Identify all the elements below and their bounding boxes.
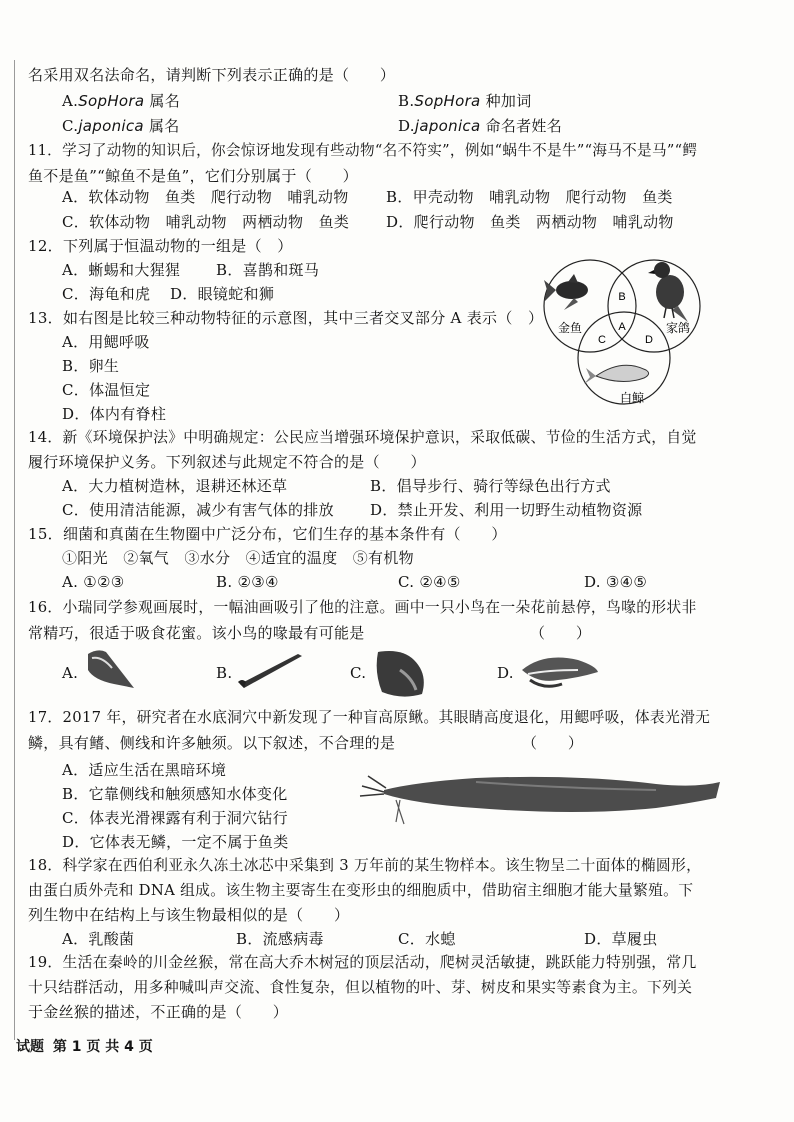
q18-option-b: B．流感病毒 <box>236 930 324 948</box>
q18-stem-line1: 18．科学家在西伯利亚永久冻土冰芯中采集到 3 万年前的某生物样本。该生物呈二十面体的椭圆形， <box>28 857 702 874</box>
q16-option-d-label: D. <box>497 664 514 682</box>
q17-stem-line2: 鳞，具有鳍、侧线和许多触须。以下叙述，不合理的是 <box>28 734 396 752</box>
q16-stem-line1: 16．小瑞同学参观画展时，一幅油画吸引了他的注意。画中一只小鸟在一朵花前悬停，鸟喙的形状非 <box>28 599 697 616</box>
page-footer <box>16 1040 157 1054</box>
q11-stem-line1: 11．学习了动物的知识后，你会惊讶地发现有些动物“名不符实”，例如“蜗牛不是牛”“海马不是马”“鳄 <box>28 142 698 159</box>
venn-region-d: D <box>645 334 653 346</box>
footer-exam-label: 试题 <box>16 1039 44 1055</box>
q18-stem-line2: 由蛋白质外壳和 DNA 组成。该生物主要寄生在变形虫的细胞质中，借助宿主细胞才能大量繁殖。下 <box>28 882 694 899</box>
venn-label-beluga: 白鲸 <box>620 391 645 405</box>
q16-answer-paren: （ ） <box>530 624 592 642</box>
beak-c-icon <box>372 648 432 702</box>
q19-stem-line3: 于金丝猴的描述，不正确的是（ ） <box>28 1003 289 1021</box>
q18-option-a: A．乳酸菌 <box>62 930 135 948</box>
q12-option-c: C．海龟和虎 <box>62 285 151 303</box>
q18-option-c: C．水螅 <box>398 930 456 948</box>
q14-option-c: C．使用清洁能源，减少有害气体的排放 <box>62 501 334 519</box>
q18-option-d: D．草履虫 <box>584 930 658 948</box>
venn-region-c: C <box>598 334 606 346</box>
q11-stem-line2: 鱼不是鱼”“鲸鱼不是鱼”，它们分别属于（ ） <box>28 167 358 185</box>
q14-stem-line1: 14．新《环境保护法》中明确规定：公民应当增强环境保护意识，采取低碳、节俭的生活方式，自觉 <box>28 429 697 446</box>
q13-option-c: C．体温恒定 <box>62 381 151 399</box>
binding-margin-line <box>14 60 15 1040</box>
q14-option-a: A．大力植树造林，退耕还林还草 <box>62 477 288 495</box>
q11-option-b: B．甲壳动物 哺乳动物 爬行动物 鱼类 <box>386 188 673 206</box>
q15-option-a: A. ①②③ <box>62 573 125 591</box>
q15-option-d: D. ③④⑤ <box>584 573 648 591</box>
footer-page-number: 第 1 页 共 4 页 <box>52 1039 153 1055</box>
beak-b-icon <box>236 650 304 690</box>
q12-option-d: D．眼镜蛇和狮 <box>170 285 275 303</box>
q19-stem-line2: 十只结群活动，用多种喊叫声交流、食性复杂，但以植物的叶、芽、树皮和果实等素食为主。下列关 <box>28 979 693 996</box>
q13-option-a: A．用鳃呼吸 <box>62 333 150 351</box>
q17-option-b: B．它靠侧线和触须感知水体变化 <box>62 785 288 803</box>
q14-option-d: D．禁止开发、利用一切野生动植物资源 <box>370 501 643 519</box>
q14-option-b: B．倡导步行、骑行等绿色出行方式 <box>370 477 611 495</box>
q19-stem-line1: 19．生活在秦岭的川金丝猴，常在高大乔木树冠的顶层活动，爬树灵活敏捷，跳跃能力特别强，常几 <box>28 954 697 971</box>
q10-option-b: B.SopHora 种加词 <box>398 92 532 110</box>
q12-option-a: A．蜥蜴和大猩猩 <box>62 261 181 279</box>
q13-stem: 13．如右图是比较三种动物特征的示意图，其中三者交叉部分 A 表示（ ） <box>28 309 544 327</box>
q17-option-c: C．体表光滑裸露有利于洞穴钻行 <box>62 809 288 827</box>
venn-region-b: B <box>618 291 626 303</box>
q15-stem: 15．细菌和真菌在生物圈中广泛分布，它们生存的基本条件有（ ） <box>28 525 507 543</box>
beak-a-icon <box>84 646 138 694</box>
q18-stem-line3: 列生物中在结构上与该生物最相似的是（ ） <box>28 906 350 924</box>
q13-option-d: D．体内有脊柱 <box>62 405 167 423</box>
q16-option-a-label: A. <box>62 664 79 682</box>
q13-option-b: B．卵生 <box>62 357 120 375</box>
q11-option-a: A．软体动物 鱼类 爬行动物 哺乳动物 <box>62 188 349 206</box>
q16-stem-line2: 常精巧，很适于吸食花蜜。该小鸟的喙最有可能是 <box>28 624 365 642</box>
q10-option-d: D.japonica 命名者姓名 <box>398 117 563 135</box>
q11-option-c: C．软体动物 哺乳动物 两栖动物 鱼类 <box>62 213 350 231</box>
q10-option-a: A.SopHora 属名 <box>62 92 181 110</box>
q15-option-b: B. ②③④ <box>216 573 279 591</box>
venn-label-goldfish: 金鱼 <box>558 321 583 335</box>
q10-option-c: C.japonica 属名 <box>62 117 180 135</box>
beak-d-icon <box>518 650 600 698</box>
q14-stem-line2: 履行环境保护义务。下列叙述与此规定不符合的是（ ） <box>28 453 426 471</box>
q11-option-d: D．爬行动物 鱼类 两栖动物 哺乳动物 <box>386 213 674 231</box>
venn-diagram <box>538 246 708 411</box>
q17-stem-line1: 17．2017 年，研究者在水底洞穴中新发现了一种盲高原鳅。其眼睛高度退化，用鳃呼吸，体表光滑无 <box>28 709 711 726</box>
goldfish-icon <box>544 274 588 310</box>
q17-option-a: A．适应生活在黑暗环境 <box>62 761 227 779</box>
q10-stem-tail: 名采用双名法命名，请判断下列表示正确的是（ ） <box>28 66 396 84</box>
beluga-icon <box>584 365 649 384</box>
venn-region-a: A <box>618 321 626 333</box>
q16-option-b-label: B. <box>216 664 233 682</box>
q17-answer-paren: （ ） <box>522 734 584 752</box>
q16-option-c-label: C. <box>350 664 367 682</box>
q15-option-c: C. ②④⑤ <box>398 573 461 591</box>
q12-option-b: B．喜鹊和斑马 <box>216 261 320 279</box>
venn-circle-goldfish <box>544 260 636 352</box>
q12-stem: 12．下列属于恒温动物的一组是（ ） <box>28 237 293 255</box>
pigeon-icon <box>648 262 688 322</box>
q17-option-d: D．它体表无鳞，一定不属于鱼类 <box>62 833 289 851</box>
cave-loach-fish-icon <box>356 764 724 834</box>
venn-label-pigeon: 家鸽 <box>666 321 691 335</box>
q15-items: ①阳光 ②氧气 ③水分 ④适宜的温度 ⑤有机物 <box>62 549 414 567</box>
